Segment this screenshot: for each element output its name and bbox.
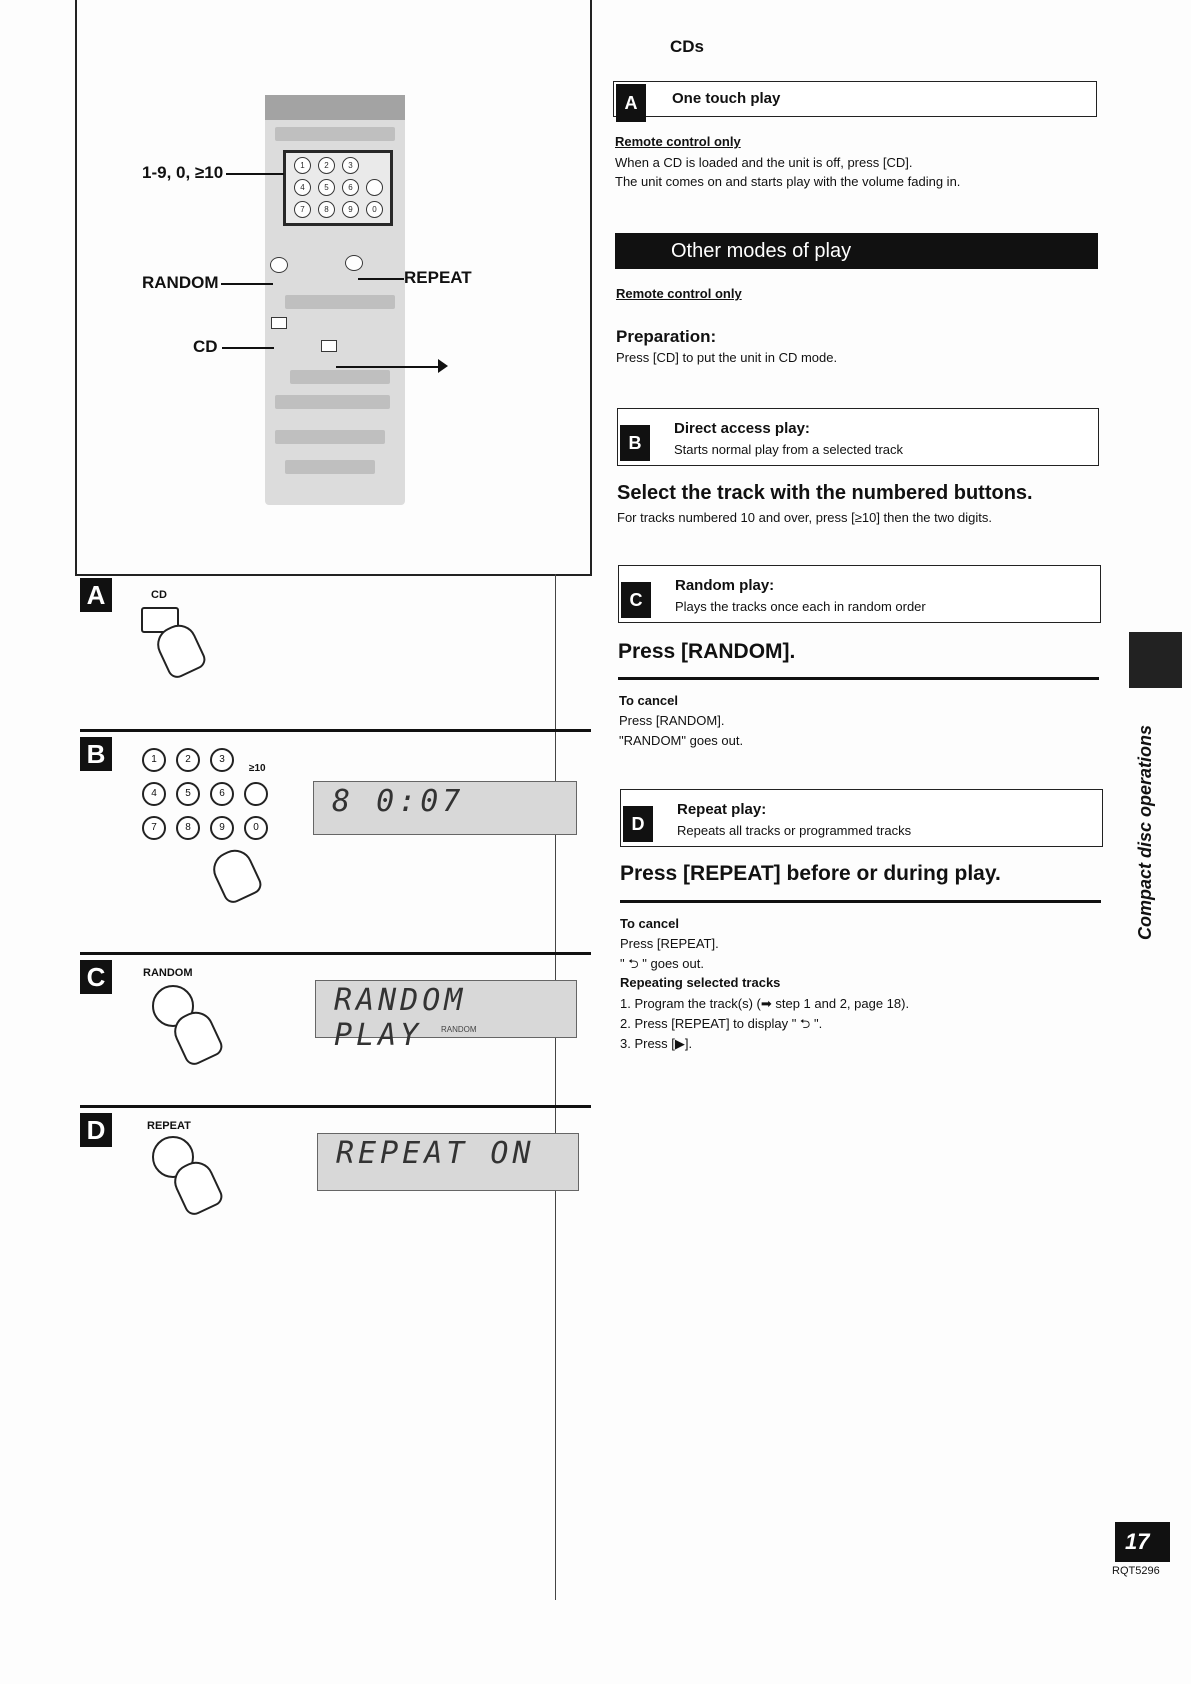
section-d-title: Repeat play: (677, 801, 767, 818)
remote-key: 5 (318, 179, 335, 196)
remote-key: 6 (342, 179, 359, 196)
panel-b-key: 1 (142, 748, 166, 772)
section-d-subtitle: Repeats all tracks or programmed tracks (677, 823, 912, 838)
other-modes-bar (615, 233, 1098, 269)
panel-b-key: 8 (176, 816, 200, 840)
section-d-cancel-line: Press [REPEAT]. (620, 936, 719, 951)
section-c-cancel-line: "RANDOM" goes out. (619, 733, 744, 748)
section-a-note: Remote control only (615, 134, 741, 149)
section-a-header (613, 81, 1097, 117)
page-header: CDs (670, 37, 705, 56)
section-d-header (620, 789, 1103, 847)
remote-key (366, 179, 383, 196)
remote-key: 4 (294, 179, 311, 196)
side-tab-label: Compact disc operations (1135, 724, 1155, 940)
callout-repeat: REPEAT (404, 268, 472, 287)
section-b-header (617, 408, 1099, 466)
remote-control-illustration (265, 95, 405, 505)
section-b-badge: B (620, 425, 650, 461)
section-d-step: 2. Press [REPEAT] to display " ⮌ ". (620, 1016, 823, 1031)
panel-b-rule (80, 729, 591, 732)
panel-b-key: 0 (244, 816, 268, 840)
finger-press-icon (207, 844, 264, 906)
side-tab-marker (1129, 632, 1182, 688)
section-d-selected-title: Repeating selected tracks (620, 975, 781, 990)
section-c-cancel-title: To cancel (619, 693, 679, 708)
preparation-title: Preparation: (616, 327, 717, 346)
panel-b-key: 5 (176, 782, 200, 806)
section-d-cancel-line: " ⮌ " goes out. (620, 956, 704, 971)
remote-random-button (270, 257, 288, 273)
section-c-instruction: Press [RANDOM]. (618, 640, 796, 663)
panel-d-repeat-label: REPEAT (147, 1120, 191, 1132)
panel-c-badge: C (80, 960, 112, 994)
section-d-step: 1. Program the track(s) (➡ step 1 and 2, page 18). (620, 996, 910, 1011)
remote-repeat-button (345, 255, 363, 271)
leader-line (358, 278, 404, 280)
remote-key: 3 (342, 157, 359, 174)
section-c-rule (618, 677, 1099, 680)
section-c-subtitle: Plays the tracks once each in random order (675, 599, 926, 614)
leader-line (221, 283, 273, 285)
divider-line (555, 574, 556, 1600)
document-code: RQT5296 (1112, 1565, 1160, 1577)
panel-b-key: 9 (210, 816, 234, 840)
remote-key: 7 (294, 201, 311, 218)
panel-d-display (317, 1133, 579, 1191)
section-a-line: The unit comes on and starts play with the volume fading in. (615, 174, 961, 189)
panel-c-rule (80, 952, 591, 955)
other-modes-title: Other modes of play (671, 240, 852, 262)
callout-random: RANDOM (142, 273, 219, 292)
section-b-subtitle: Starts normal play from a selected track (674, 442, 904, 457)
section-a-title: One touch play (672, 90, 781, 107)
remote-key: 1 (294, 157, 311, 174)
section-b-note: For tracks numbered 10 and over, press [≥10] then the two digits. (617, 510, 992, 525)
remote-cd-button (271, 317, 287, 329)
panel-b-ten-plus-label: ≥10 (249, 763, 266, 774)
panel-c-display-text: RANDOM PLAY (334, 983, 467, 1053)
panel-c-display-indicator: RANDOM (441, 1025, 477, 1034)
panel-b-ten-plus-key (244, 782, 268, 806)
section-d-step: 3. Press [▶]. (620, 1036, 693, 1051)
panel-b-key: 2 (176, 748, 200, 772)
panel-b-display (313, 781, 577, 835)
section-b-title: Direct access play: (674, 420, 810, 437)
panel-a-badge: A (80, 578, 112, 612)
section-c-title: Random play: (675, 577, 775, 594)
section-d-rule (620, 900, 1101, 903)
play-arrow-icon (438, 359, 448, 373)
remote-key: 0 (366, 201, 383, 218)
callout-cd: CD (193, 337, 218, 356)
panel-a-cd-label: CD (151, 589, 167, 601)
remote-key: 9 (342, 201, 359, 218)
panel-b-key: 3 (210, 748, 234, 772)
section-c-header (618, 565, 1101, 623)
panel-d-display-text: REPEAT ON (336, 1136, 535, 1171)
remote-number-keys (283, 150, 393, 226)
section-b-instruction: Select the track with the numbered buttons. (617, 482, 1033, 504)
page-number: 17 (1115, 1522, 1170, 1562)
section-d-instruction: Press [REPEAT] before or during play. (620, 862, 1001, 885)
callout-number-keys: 1-9, 0, ≥10 (142, 163, 224, 182)
panel-b-badge: B (80, 737, 112, 771)
section-a-line: When a CD is loaded and the unit is off, press [CD]. (615, 155, 913, 170)
other-modes-note: Remote control only (616, 286, 742, 301)
panel-d-rule (80, 1105, 591, 1108)
remote-play-button (321, 340, 337, 352)
panel-b-key: 6 (210, 782, 234, 806)
leader-line (226, 173, 284, 175)
panel-d-badge: D (80, 1113, 112, 1147)
remote-key: 8 (318, 201, 335, 218)
section-a-badge: A (616, 84, 646, 122)
panel-c-random-label: RANDOM (143, 967, 193, 979)
panel-b-key: 4 (142, 782, 166, 806)
leader-line (336, 366, 440, 368)
panel-b-display-text: 8 0:07 (332, 784, 465, 819)
leader-line (222, 347, 274, 349)
section-d-cancel-title: To cancel (620, 916, 680, 931)
remote-key: 2 (318, 157, 335, 174)
panel-b-key: 7 (142, 816, 166, 840)
panel-c-display (315, 980, 577, 1053)
section-c-cancel-line: Press [RANDOM]. (619, 713, 725, 728)
section-d-badge: D (623, 806, 653, 842)
preparation-text: Press [CD] to put the unit in CD mode. (616, 350, 838, 365)
section-c-badge: C (621, 582, 651, 618)
